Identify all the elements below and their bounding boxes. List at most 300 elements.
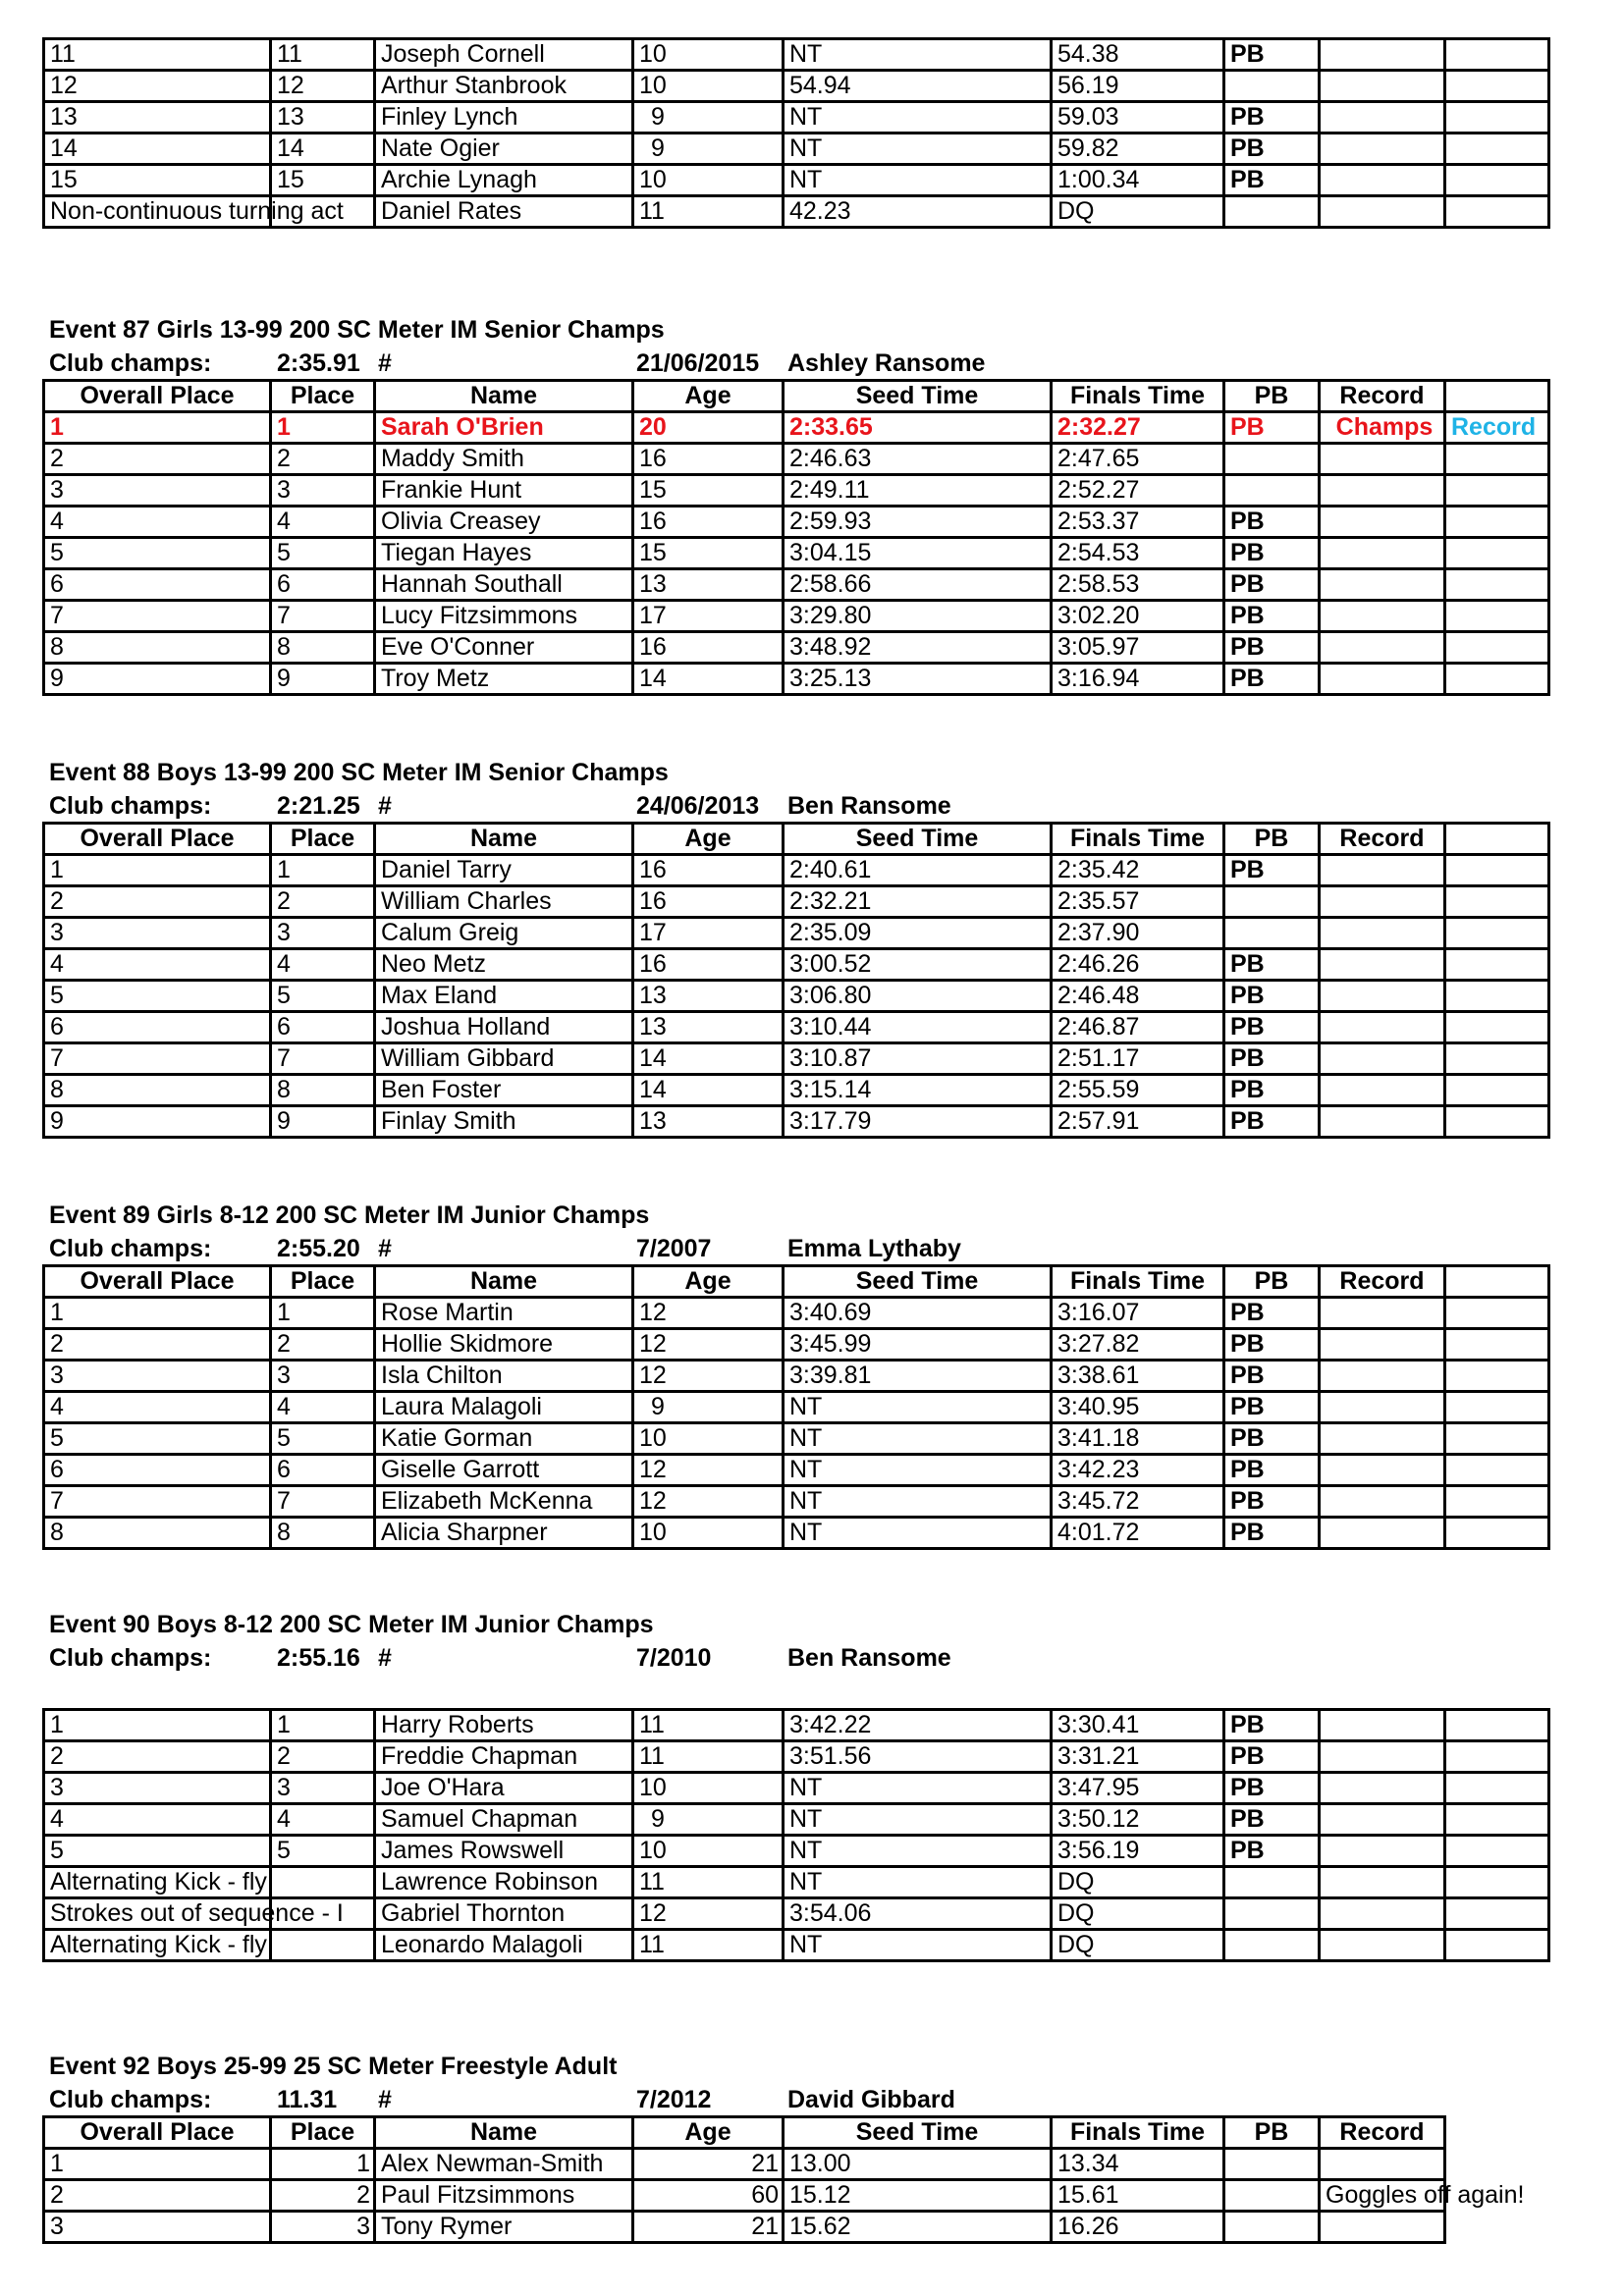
age-cell: 13: [633, 1106, 784, 1138]
column-header: Record: [1320, 2117, 1445, 2149]
finals-time-cell: 3:41.18: [1052, 1423, 1224, 1455]
pb-cell: PB: [1224, 1361, 1320, 1392]
place-cell: 8: [271, 1518, 375, 1549]
column-header: PB: [1224, 2117, 1320, 2149]
extra-cell: [1445, 133, 1549, 165]
extra-cell: [1445, 102, 1549, 133]
club-champs-label: Club champs:: [49, 792, 212, 820]
extra-cell: [1445, 601, 1549, 632]
place-cell: 1: [271, 412, 375, 444]
seed-time-cell: 2:32.21: [784, 886, 1052, 918]
place-cell: 14: [271, 133, 375, 165]
column-header: Age: [633, 1266, 784, 1298]
table-row: [44, 1804, 1549, 1836]
overall-place-cell: 8: [44, 1075, 271, 1106]
club-record-hash: #: [378, 1644, 392, 1672]
table-row: [44, 444, 1549, 475]
extra-cell: [1445, 1773, 1549, 1804]
pb-cell: PB: [1224, 102, 1320, 133]
overall-place-cell: 8: [44, 1518, 271, 1549]
name-cell: Daniel Tarry: [375, 855, 633, 886]
seed-time-cell: 2:35.09: [784, 918, 1052, 949]
pb-cell: PB: [1224, 1710, 1320, 1741]
seed-time-cell: 3:51.56: [784, 1741, 1052, 1773]
place-cell: 3: [271, 1361, 375, 1392]
overall-place-cell: 3: [44, 475, 271, 507]
name-cell: Maddy Smith: [375, 444, 633, 475]
finals-time-cell: 2:32.27: [1052, 412, 1224, 444]
name-cell: Finlay Smith: [375, 1106, 633, 1138]
place-cell: 4: [271, 1804, 375, 1836]
finals-time-cell: 3:16.07: [1052, 1298, 1224, 1329]
club-record-time: 2:55.20: [277, 1235, 360, 1262]
extra-cell: [1445, 1486, 1549, 1518]
finals-time-cell: 3:47.95: [1052, 1773, 1224, 1804]
finals-time-cell: DQ: [1052, 1867, 1224, 1898]
seed-time-cell: 3:40.69: [784, 1298, 1052, 1329]
overall-place-cell: 1: [44, 1298, 271, 1329]
name-cell: Archie Lynagh: [375, 165, 633, 196]
extra-cell: [1445, 507, 1549, 538]
seed-time-cell: 2:33.65: [784, 412, 1052, 444]
finals-time-cell: 56.19: [1052, 71, 1224, 102]
overall-place-cell: 3: [44, 1773, 271, 1804]
column-header: Name: [375, 824, 633, 855]
table-row: [44, 569, 1549, 601]
finals-time-cell: 2:52.27: [1052, 475, 1224, 507]
record-cell: [1320, 1867, 1445, 1898]
place-cell: 1: [271, 2149, 375, 2180]
overall-place-cell: 2: [44, 1329, 271, 1361]
column-header: Name: [375, 1266, 633, 1298]
name-cell: Max Eland: [375, 981, 633, 1012]
table-row: [44, 2212, 1445, 2243]
finals-time-cell: DQ: [1052, 1930, 1224, 1961]
seed-time-cell: NT: [784, 39, 1052, 71]
seed-time-cell: NT: [784, 1930, 1052, 1961]
record-cell: [1320, 165, 1445, 196]
pb-cell: PB: [1224, 1012, 1320, 1043]
table-row: [44, 475, 1549, 507]
overall-place-cell: 3: [44, 2212, 271, 2243]
name-cell: Troy Metz: [375, 664, 633, 695]
record-cell: [1320, 196, 1445, 228]
table-row: [44, 1867, 1549, 1898]
place-cell: [271, 1867, 375, 1898]
place-cell: 3: [271, 1773, 375, 1804]
table-header-row: [44, 1266, 1549, 1298]
extra-cell: [1445, 1106, 1549, 1138]
table-row: [44, 664, 1549, 695]
extra-cell: [1445, 569, 1549, 601]
name-cell: Paul Fitzsimmons: [375, 2180, 633, 2212]
overall-place-cell: 5: [44, 538, 271, 569]
age-cell: 10: [633, 39, 784, 71]
pb-cell: PB: [1224, 538, 1320, 569]
table-row: [44, 918, 1549, 949]
age-cell: 10: [633, 165, 784, 196]
column-header: Place: [271, 1266, 375, 1298]
record-cell: [1320, 444, 1445, 475]
record-cell: [1320, 886, 1445, 918]
record-cell: [1320, 1836, 1445, 1867]
age-cell: 21: [633, 2149, 784, 2180]
seed-time-cell: NT: [784, 165, 1052, 196]
column-header: Place: [271, 2117, 375, 2149]
finals-time-cell: 2:35.57: [1052, 886, 1224, 918]
place-cell: 2: [271, 886, 375, 918]
finals-time-cell: 2:54.53: [1052, 538, 1224, 569]
place-cell: 3: [271, 2212, 375, 2243]
extra-cell: [1445, 1867, 1549, 1898]
column-header: Finals Time: [1052, 1266, 1224, 1298]
overall-place-cell: Strokes out of sequence - I: [44, 1898, 271, 1930]
overall-place-cell: 14: [44, 133, 271, 165]
column-header: Finals Time: [1052, 824, 1224, 855]
overall-place-cell: 11: [44, 39, 271, 71]
pb-cell: PB: [1224, 412, 1320, 444]
table-row: [44, 886, 1549, 918]
overall-place-cell: 5: [44, 1836, 271, 1867]
age-cell: 17: [633, 918, 784, 949]
overall-place-cell: 13: [44, 102, 271, 133]
seed-time-cell: NT: [784, 1804, 1052, 1836]
overall-place-cell: 4: [44, 949, 271, 981]
age-cell: 9: [633, 102, 784, 133]
finals-time-cell: 3:50.12: [1052, 1804, 1224, 1836]
overall-place-cell: 6: [44, 1012, 271, 1043]
overall-place-cell: 9: [44, 1106, 271, 1138]
finals-time-cell: DQ: [1052, 196, 1224, 228]
seed-time-cell: NT: [784, 1486, 1052, 1518]
table-row: [44, 196, 1549, 228]
finals-time-cell: 3:40.95: [1052, 1392, 1224, 1423]
pb-cell: PB: [1224, 1486, 1320, 1518]
seed-time-cell: 3:00.52: [784, 949, 1052, 981]
record-cell: [1320, 1043, 1445, 1075]
age-cell: 16: [633, 632, 784, 664]
seed-time-cell: 3:04.15: [784, 538, 1052, 569]
age-cell: 11: [633, 196, 784, 228]
table-row: [44, 507, 1549, 538]
overall-place-cell: 2: [44, 886, 271, 918]
record-cell: [1320, 71, 1445, 102]
table-row: [44, 1455, 1549, 1486]
overall-place-cell: 6: [44, 569, 271, 601]
record-cell: [1320, 981, 1445, 1012]
pb-cell: PB: [1224, 569, 1320, 601]
table-row: [44, 949, 1549, 981]
table-row: [44, 1392, 1549, 1423]
overall-place-cell: 9: [44, 664, 271, 695]
column-header: Overall Place: [44, 381, 271, 412]
results-table: [42, 1708, 1550, 1962]
record-cell: [1320, 1075, 1445, 1106]
record-cell: [1320, 1298, 1445, 1329]
finals-time-cell: 59.03: [1052, 102, 1224, 133]
name-cell: Hannah Southall: [375, 569, 633, 601]
club-record-holder: Emma Lythaby: [787, 1235, 961, 1262]
record-cell: [1320, 538, 1445, 569]
place-cell: 5: [271, 538, 375, 569]
record-cell: [1320, 1106, 1445, 1138]
name-cell: Rose Martin: [375, 1298, 633, 1329]
seed-time-cell: 3:10.87: [784, 1043, 1052, 1075]
finals-time-cell: DQ: [1052, 1898, 1224, 1930]
table-row: [44, 1329, 1549, 1361]
extra-cell: [1445, 196, 1549, 228]
seed-time-cell: NT: [784, 1423, 1052, 1455]
age-cell: 14: [633, 664, 784, 695]
event-title: Event 90 Boys 8-12 200 SC Meter IM Junior Champs: [49, 1611, 654, 1638]
extra-cell: [1445, 664, 1549, 695]
finals-time-cell: 3:16.94: [1052, 664, 1224, 695]
name-cell: James Rowswell: [375, 1836, 633, 1867]
table-row: [44, 1423, 1549, 1455]
results-table: [42, 2115, 1525, 2244]
extra-cell: [1445, 1930, 1549, 1961]
finals-time-cell: 4:01.72: [1052, 1518, 1224, 1549]
record-cell: [1320, 1898, 1445, 1930]
seed-time-cell: 42.23: [784, 196, 1052, 228]
age-cell: 13: [633, 1012, 784, 1043]
club-record-holder: David Gibbard: [787, 2086, 955, 2113]
results-table: [42, 1264, 1550, 1550]
pb-cell: PB: [1224, 1518, 1320, 1549]
overall-place-cell: 4: [44, 1804, 271, 1836]
extra-cell: [1445, 1361, 1549, 1392]
column-header: [1445, 381, 1549, 412]
age-cell: 11: [633, 1930, 784, 1961]
overall-place-cell: 3: [44, 918, 271, 949]
name-cell: Alicia Sharpner: [375, 1518, 633, 1549]
extra-cell: [1445, 475, 1549, 507]
place-cell: 1: [271, 855, 375, 886]
seed-time-cell: NT: [784, 133, 1052, 165]
record-cell: [1320, 133, 1445, 165]
seed-time-cell: 3:48.92: [784, 632, 1052, 664]
column-header: Age: [633, 381, 784, 412]
results-table: [42, 379, 1550, 696]
column-header: Age: [633, 2117, 784, 2149]
pb-cell: PB: [1224, 1423, 1320, 1455]
extra-cell: [1445, 918, 1549, 949]
overall-place-cell: 12: [44, 71, 271, 102]
record-cell: [1320, 1392, 1445, 1423]
age-cell: 16: [633, 855, 784, 886]
age-cell: 16: [633, 507, 784, 538]
place-cell: 9: [271, 664, 375, 695]
table-row: [44, 133, 1549, 165]
record-cell: [1320, 1773, 1445, 1804]
finals-time-cell: 2:46.48: [1052, 981, 1224, 1012]
name-cell: Leonardo Malagoli: [375, 1930, 633, 1961]
club-champs-label: Club champs:: [49, 1235, 212, 1262]
pb-cell: [1224, 444, 1320, 475]
table-row: [44, 1298, 1549, 1329]
pb-cell: PB: [1224, 1773, 1320, 1804]
column-header: PB: [1224, 381, 1320, 412]
results-table: [42, 37, 1550, 229]
extra-cell: [1445, 1298, 1549, 1329]
pb-cell: PB: [1224, 949, 1320, 981]
seed-time-cell: 2:59.93: [784, 507, 1052, 538]
name-cell: Samuel Chapman: [375, 1804, 633, 1836]
finals-time-cell: 3:30.41: [1052, 1710, 1224, 1741]
column-header: Seed Time: [784, 824, 1052, 855]
age-cell: 13: [633, 569, 784, 601]
table-row: [44, 1012, 1549, 1043]
pb-cell: PB: [1224, 1836, 1320, 1867]
event-title: Event 88 Boys 13-99 200 SC Meter IM Senior Champs: [49, 759, 669, 786]
age-cell: 11: [633, 1710, 784, 1741]
club-record-time: 2:55.16: [277, 1644, 360, 1672]
age-cell: 10: [633, 71, 784, 102]
pb-cell: PB: [1224, 39, 1320, 71]
seed-time-cell: 2:49.11: [784, 475, 1052, 507]
extra-cell: [1445, 886, 1549, 918]
place-cell: 3: [271, 918, 375, 949]
name-cell: Alex Newman-Smith: [375, 2149, 633, 2180]
seed-time-cell: 3:54.06: [784, 1898, 1052, 1930]
club-record-time: 2:21.25: [277, 792, 360, 820]
overall-place-cell: 5: [44, 981, 271, 1012]
name-cell: Tiegan Hayes: [375, 538, 633, 569]
extra-cell: [1445, 981, 1549, 1012]
age-cell: 14: [633, 1075, 784, 1106]
table-row: [44, 39, 1549, 71]
pb-cell: [1224, 71, 1320, 102]
column-header: Place: [271, 381, 375, 412]
place-cell: 2: [271, 444, 375, 475]
extra-cell: [1445, 1075, 1549, 1106]
record-cell: [1320, 949, 1445, 981]
seed-time-cell: 54.94: [784, 71, 1052, 102]
overall-place-cell: 2: [44, 2180, 271, 2212]
extra-cell: [1445, 1898, 1549, 1930]
overall-place-cell: Alternating Kick - fly: [44, 1867, 271, 1898]
seed-time-cell: 3:45.99: [784, 1329, 1052, 1361]
column-header: Seed Time: [784, 381, 1052, 412]
pb-cell: [1224, 2212, 1320, 2243]
finals-time-cell: 3:42.23: [1052, 1455, 1224, 1486]
age-cell: 12: [633, 1329, 784, 1361]
pb-cell: [1224, 886, 1320, 918]
column-header: Age: [633, 824, 784, 855]
extra-cell: Record: [1445, 412, 1549, 444]
name-cell: Lucy Fitzsimmons: [375, 601, 633, 632]
age-cell: 12: [633, 1455, 784, 1486]
extra-cell: [1445, 39, 1549, 71]
record-cell: [1320, 2212, 1445, 2243]
place-cell: 1: [271, 1710, 375, 1741]
event-title: Event 92 Boys 25-99 25 SC Meter Freestyle Adult: [49, 2053, 618, 2080]
record-cell: [1320, 1741, 1445, 1773]
age-cell: 9: [633, 133, 784, 165]
table-row: [44, 1898, 1549, 1930]
finals-time-cell: 2:57.91: [1052, 1106, 1224, 1138]
column-header: Overall Place: [44, 2117, 271, 2149]
extra-cell: [1445, 855, 1549, 886]
seed-time-cell: NT: [784, 1836, 1052, 1867]
overall-place-cell: 1: [44, 1710, 271, 1741]
table-row: [44, 71, 1549, 102]
column-header: Seed Time: [784, 1266, 1052, 1298]
seed-time-cell: NT: [784, 1392, 1052, 1423]
age-cell: 10: [633, 1836, 784, 1867]
age-cell: 21: [633, 2212, 784, 2243]
finals-time-cell: 2:37.90: [1052, 918, 1224, 949]
name-cell: Arthur Stanbrook: [375, 71, 633, 102]
record-cell: [1320, 475, 1445, 507]
finals-time-cell: 2:53.37: [1052, 507, 1224, 538]
table-row: [44, 1486, 1549, 1518]
place-cell: 4: [271, 949, 375, 981]
record-cell: [1320, 632, 1445, 664]
age-cell: 17: [633, 601, 784, 632]
pb-cell: PB: [1224, 165, 1320, 196]
pb-cell: PB: [1224, 981, 1320, 1012]
pb-cell: PB: [1224, 1804, 1320, 1836]
results-table: [42, 822, 1550, 1139]
column-header: Record: [1320, 1266, 1445, 1298]
age-cell: 9: [633, 1392, 784, 1423]
extra-cell: [1445, 1329, 1549, 1361]
club-record-holder: Ashley Ransome: [787, 349, 986, 377]
finals-time-cell: 3:38.61: [1052, 1361, 1224, 1392]
record-cell: [1320, 1710, 1445, 1741]
name-cell: Daniel Rates: [375, 196, 633, 228]
place-cell: 4: [271, 1392, 375, 1423]
extra-cell: [1445, 1836, 1549, 1867]
name-cell: Joseph Cornell: [375, 39, 633, 71]
name-cell: Joshua Holland: [375, 1012, 633, 1043]
record-cell: [1320, 1455, 1445, 1486]
table-row: [44, 1741, 1549, 1773]
table-row: [44, 1710, 1549, 1741]
age-cell: 14: [633, 1043, 784, 1075]
place-cell: 12: [271, 71, 375, 102]
finals-time-cell: 2:46.87: [1052, 1012, 1224, 1043]
seed-time-cell: 3:42.22: [784, 1710, 1052, 1741]
place-cell: [271, 1930, 375, 1961]
record-cell: [1320, 1930, 1445, 1961]
table-row: [44, 412, 1549, 444]
age-cell: 9: [633, 1804, 784, 1836]
finals-time-cell: 2:51.17: [1052, 1043, 1224, 1075]
pb-cell: PB: [1224, 1329, 1320, 1361]
finals-time-cell: 3:56.19: [1052, 1836, 1224, 1867]
record-cell: [1320, 102, 1445, 133]
name-cell: Lawrence Robinson: [375, 1867, 633, 1898]
overall-place-cell: 5: [44, 1423, 271, 1455]
table-row: [44, 981, 1549, 1012]
name-cell: Katie Gorman: [375, 1423, 633, 1455]
overall-place-cell: Non-continuous turning act: [44, 196, 271, 228]
name-cell: Isla Chilton: [375, 1361, 633, 1392]
finals-time-cell: 3:05.97: [1052, 632, 1224, 664]
table-row: [44, 1836, 1549, 1867]
age-cell: 16: [633, 886, 784, 918]
club-record-time: 2:35.91: [277, 349, 360, 377]
overall-place-cell: 1: [44, 855, 271, 886]
pb-cell: [1224, 2180, 1320, 2212]
name-cell: Freddie Chapman: [375, 1741, 633, 1773]
club-record-date: 21/06/2015: [636, 349, 760, 377]
pb-cell: PB: [1224, 1075, 1320, 1106]
place-cell: 15: [271, 165, 375, 196]
club-record-hash: #: [378, 1235, 392, 1262]
